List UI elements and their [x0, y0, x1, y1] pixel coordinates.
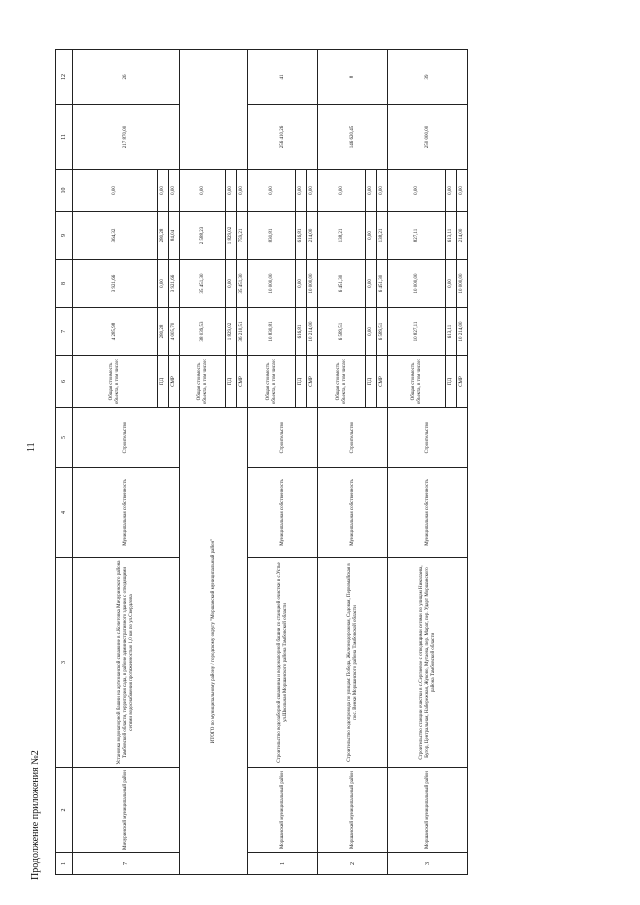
value-cell: 138,21 [377, 212, 388, 260]
district-cell: Моршанский муниципальный район [248, 768, 318, 853]
count-cell: 8 [318, 50, 388, 105]
value-cell: 0,00 [237, 170, 248, 212]
row-number: 2 [318, 853, 388, 875]
total-label: ИТОГО по муниципальному району / городскому округу "Моршанский муниципальный район" [180, 408, 248, 875]
object-cell: Установка водонапорной башни на артезианской скважине в с.Кочетовка Мичуринского района Тамбовской области, территория сада, в районе административного здания с отводящими сетями водоснабжения протяженностью 1,0 км по ул.Свердлова [73, 558, 180, 768]
total-row [180, 50, 226, 875]
value-cell: 616,81 [296, 308, 307, 356]
value-cell: 616,81 [296, 212, 307, 260]
limit-cell: 217 870,00 [73, 105, 180, 170]
pd-label: ПД [366, 356, 377, 408]
value-cell: 0,00 [366, 308, 377, 356]
value-cell: 759,21 [237, 212, 248, 260]
col-num: 4 [56, 468, 73, 558]
row-number: 1 [248, 853, 318, 875]
value-cell: 0,00 [248, 170, 296, 212]
value-cell: 0,00 [366, 212, 377, 260]
ownership-cell: Муниципальная собственность [73, 468, 180, 558]
object-cell: Строительство водозаборной скважины и водонапорной башни со станцией очистки в с.Устье ул.Школьная Моршанского района Тамбовской области [248, 558, 318, 768]
cost-label: Общая стоимость объекта, в том числе: [180, 356, 226, 408]
value-cell: 0,00 [169, 170, 180, 212]
limit-cell: 256 410,26 [248, 105, 318, 170]
value-cell: 613,11 [446, 212, 457, 260]
value-cell: 4 005,70 [169, 308, 180, 356]
value-cell: 36 210,51 [237, 308, 248, 356]
value-cell: 10 000,00 [388, 260, 446, 308]
count-cell: 39 [388, 50, 468, 105]
value-cell: 0,00 [377, 170, 388, 212]
value-cell: 364,32 [73, 212, 158, 260]
value-cell: 280,28 [158, 212, 169, 260]
value-cell: 138,21 [318, 212, 366, 260]
value-cell: 0,00 [73, 170, 158, 212]
value-cell: 3 921,66 [73, 260, 158, 308]
col-num: 3 [56, 558, 73, 768]
column-number-row [56, 50, 73, 875]
value-cell: 613,11 [446, 308, 457, 356]
value-cell: 214,00 [457, 212, 468, 260]
limit-cell: 250 000,00 [388, 105, 468, 170]
page-number: 11 [26, 442, 37, 452]
col-num: 5 [56, 408, 73, 468]
value-cell: 827,11 [388, 212, 446, 260]
table-row [318, 50, 366, 875]
value-cell: 35 451,30 [180, 260, 226, 308]
value-cell: 1 829,02 [226, 308, 237, 356]
cost-label: Общая стоимость объекта, в том числе: [388, 356, 446, 408]
value-cell: 10 000,00 [307, 260, 318, 308]
investment-table [55, 49, 468, 875]
value-cell: 0,00 [318, 170, 366, 212]
value-cell: 0,00 [158, 170, 169, 212]
value-cell: 0,00 [366, 260, 377, 308]
empty-cell [180, 50, 248, 170]
work-type-cell: Строительство [388, 408, 468, 468]
smr-label: СМР [457, 356, 468, 408]
pd-label: ПД [446, 356, 457, 408]
smr-label: СМР [377, 356, 388, 408]
value-cell: 10 000,00 [248, 260, 296, 308]
smr-label: СМР [237, 356, 248, 408]
value-cell: 1 829,02 [226, 212, 237, 260]
value-cell: 6 589,51 [377, 308, 388, 356]
value-cell: 10 214,00 [457, 308, 468, 356]
value-cell: 6 589,51 [318, 308, 366, 356]
value-cell: 10 214,00 [307, 308, 318, 356]
value-cell: 0,00 [180, 170, 226, 212]
value-cell: 0,00 [446, 170, 457, 212]
value-cell: 6 451,30 [318, 260, 366, 308]
pd-label: ПД [296, 356, 307, 408]
value-cell: 35 451,30 [237, 260, 248, 308]
value-cell: 0,00 [158, 260, 169, 308]
col-num: 12 [56, 50, 73, 105]
work-type-cell: Строительство [248, 408, 318, 468]
row-number: 3 [388, 853, 468, 875]
row-number: 7 [73, 853, 180, 875]
cost-label: Общая стоимость объекта, в том числе: [318, 356, 366, 408]
value-cell: 214,00 [307, 212, 318, 260]
value-cell: 280,28 [158, 308, 169, 356]
work-type-cell: Строительство [73, 408, 180, 468]
appendix-title: Продолжение приложения №2 [30, 750, 41, 880]
limit-cell: 146 620,45 [318, 105, 388, 170]
value-cell: 830,81 [248, 212, 296, 260]
col-num: 10 [56, 170, 73, 212]
value-cell: 0,00 [226, 170, 237, 212]
value-cell: 0,00 [296, 260, 307, 308]
value-cell: 10 830,81 [248, 308, 296, 356]
value-cell: 10 827,11 [388, 308, 446, 356]
value-cell: 0,00 [296, 170, 307, 212]
table-row [388, 50, 446, 875]
col-num: 11 [56, 105, 73, 170]
ownership-cell: Муниципальная собственность [388, 468, 468, 558]
value-cell: 2 588,23 [180, 212, 226, 260]
value-cell: 6 451,30 [377, 260, 388, 308]
value-cell: 0,00 [446, 260, 457, 308]
value-cell: 4 285,98 [73, 308, 158, 356]
value-cell: 0,00 [366, 170, 377, 212]
pd-label: ПД [226, 356, 237, 408]
value-cell: 0,00 [307, 170, 318, 212]
value-cell: 3 921,66 [169, 260, 180, 308]
district-cell: Моршанский муниципальный район [318, 768, 388, 853]
district-cell: Мичуринский муниципальный район [73, 768, 180, 853]
col-num: 7 [56, 308, 73, 356]
col-num: 1 [56, 853, 73, 875]
smr-label: СМР [169, 356, 180, 408]
value-cell: 84,04 [169, 212, 180, 260]
smr-label: СМР [307, 356, 318, 408]
count-cell: 41 [248, 50, 318, 105]
cost-label: Общая стоимость объекта, в том числе: [73, 356, 158, 408]
object-cell: Строительство водопровода по улицам: Победа, Железнодорожная, Садовая, Первомайская в пос. Венки Моршанского района Тамбовской области [318, 558, 388, 768]
object-cell: Строительство станции очистки в с.Сергиевое с отводящими сетями по улицам Николаева, Бугор, Центральная, Набережная, Жуково, Мутаева, пер. Марат, пер. Ударт Моршанского района Тамбовской области [388, 558, 468, 768]
ownership-cell: Муниципальная собственность [318, 468, 388, 558]
value-cell: 0,00 [226, 260, 237, 308]
col-num: 9 [56, 212, 73, 260]
district-cell: Моршанский муниципальный район [388, 768, 468, 853]
table-row [248, 50, 296, 875]
pd-label: ПД [158, 356, 169, 408]
value-cell: 38 039,53 [180, 308, 226, 356]
col-num: 8 [56, 260, 73, 308]
table-row [73, 50, 158, 875]
ownership-cell: Муниципальная собственность [248, 468, 318, 558]
value-cell: 0,00 [388, 170, 446, 212]
rotated-table-container [55, 50, 585, 875]
value-cell: 0,00 [457, 170, 468, 212]
value-cell: 10 000,00 [457, 260, 468, 308]
cost-label: Общая стоимость объекта, в том числе: [248, 356, 296, 408]
work-type-cell: Строительство [318, 408, 388, 468]
count-cell: 26 [73, 50, 180, 105]
col-num: 6 [56, 356, 73, 408]
col-num: 2 [56, 768, 73, 853]
